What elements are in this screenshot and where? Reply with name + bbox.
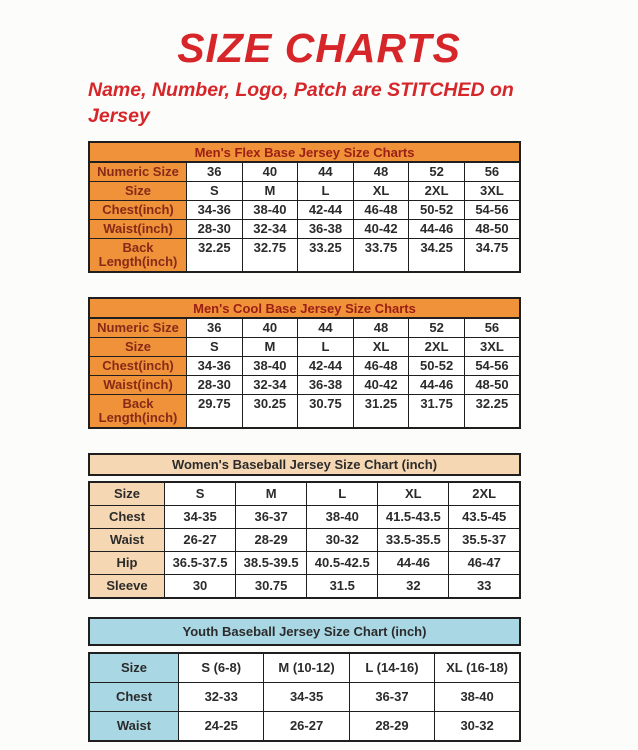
size-value-cell: 48 — [353, 162, 409, 182]
table-row — [89, 181, 520, 200]
size-value-cell: 2XL — [409, 337, 465, 356]
size-value-cell: 38-40 — [435, 682, 520, 711]
size-value-cell: 31.75 — [409, 394, 465, 428]
size-value-cell: 48 — [353, 318, 409, 338]
size-value-cell: 28-30 — [187, 375, 243, 394]
size-value-cell: 28-29 — [236, 528, 307, 551]
row-label: Size — [89, 653, 179, 683]
row-label: Numeric Size — [89, 318, 187, 338]
row-label: Waist — [89, 528, 165, 551]
size-value-cell: 48-50 — [464, 375, 520, 394]
size-value-cell: 36.5-37.5 — [165, 551, 236, 574]
size-value-cell: 34.25 — [409, 238, 465, 272]
size-value-cell: 40.5-42.5 — [307, 551, 378, 574]
table-title: Youth Baseball Jersey Size Chart (inch) — [88, 617, 521, 646]
size-value-cell: 31.25 — [353, 394, 409, 428]
size-value-cell: M — [242, 337, 298, 356]
size-value-cell: 36-37 — [349, 682, 434, 711]
size-value-cell: 52 — [409, 318, 465, 338]
table-title: Men's Flex Base Jersey Size Charts — [88, 141, 521, 161]
table-row — [89, 219, 520, 238]
row-label: Waist(inch) — [89, 219, 187, 238]
size-value-cell: 30-32 — [307, 528, 378, 551]
size-value-cell: 42-44 — [298, 200, 354, 219]
table-row — [89, 318, 520, 338]
size-value-cell: 30-32 — [435, 711, 520, 741]
size-value-cell: 34-35 — [165, 505, 236, 528]
size-value-cell: 36-38 — [298, 219, 354, 238]
size-value-cell: 2XL — [449, 482, 520, 506]
size-table — [88, 161, 521, 273]
size-value-cell: 34.75 — [464, 238, 520, 272]
table-row — [89, 551, 520, 574]
size-value-cell: 33.75 — [353, 238, 409, 272]
row-label: Waist — [89, 711, 179, 741]
page-subtitle: Name, Number, Logo, Patch are STITCHED on Jersey — [88, 79, 514, 127]
table-row — [89, 682, 520, 711]
size-value-cell: 32.25 — [464, 394, 520, 428]
size-value-cell: 34-36 — [187, 356, 243, 375]
size-value-cell: 44 — [298, 162, 354, 182]
youth-baseball-size-table — [88, 617, 521, 742]
size-value-cell: 52 — [409, 162, 465, 182]
size-value-cell: 48-50 — [464, 219, 520, 238]
size-value-cell: 46-47 — [449, 551, 520, 574]
size-value-cell: XL (16-18) — [435, 653, 520, 683]
row-label: Numeric Size — [89, 162, 187, 182]
table-row — [89, 375, 520, 394]
size-table — [88, 317, 521, 429]
size-value-cell: 32 — [378, 574, 449, 598]
size-value-cell: 56 — [464, 318, 520, 338]
table-row — [89, 394, 520, 428]
size-table — [88, 481, 521, 599]
size-value-cell: 30.75 — [298, 394, 354, 428]
size-value-cell: 38-40 — [307, 505, 378, 528]
row-label: Size — [89, 337, 187, 356]
size-value-cell: L (14-16) — [349, 653, 434, 683]
mens-cool-base-size-table — [88, 297, 521, 429]
size-value-cell: 30.25 — [242, 394, 298, 428]
size-value-cell: 33.25 — [298, 238, 354, 272]
size-value-cell: 24-25 — [179, 711, 264, 741]
size-value-cell: 43.5-45 — [449, 505, 520, 528]
size-value-cell: 36-38 — [298, 375, 354, 394]
size-value-cell: 50-52 — [409, 200, 465, 219]
size-value-cell: 2XL — [409, 181, 465, 200]
size-value-cell: 32-34 — [242, 375, 298, 394]
size-value-cell: S (6-8) — [179, 653, 264, 683]
table-row — [89, 356, 520, 375]
size-value-cell: 44 — [298, 318, 354, 338]
table-row — [89, 711, 520, 741]
row-label: Waist(inch) — [89, 375, 187, 394]
row-label: Chest(inch) — [89, 356, 187, 375]
size-value-cell: 42-44 — [298, 356, 354, 375]
size-value-cell: S — [187, 337, 243, 356]
row-label: Back Length(inch) — [89, 394, 187, 428]
size-value-cell: 26-27 — [165, 528, 236, 551]
table-row — [89, 653, 520, 683]
size-value-cell: 38-40 — [242, 356, 298, 375]
size-value-cell: 26-27 — [264, 711, 349, 741]
size-value-cell: 44-46 — [409, 375, 465, 394]
size-value-cell: 36 — [187, 162, 243, 182]
row-label: Size — [89, 482, 165, 506]
size-value-cell: XL — [353, 181, 409, 200]
size-value-cell: 28-30 — [187, 219, 243, 238]
size-value-cell: M — [236, 482, 307, 506]
size-value-cell: 30 — [165, 574, 236, 598]
size-value-cell: 30.75 — [236, 574, 307, 598]
size-value-cell: 35.5-37 — [449, 528, 520, 551]
womens-baseball-size-table — [88, 453, 521, 599]
size-value-cell: 31.5 — [307, 574, 378, 598]
size-value-cell: 32-33 — [179, 682, 264, 711]
size-value-cell: S — [187, 181, 243, 200]
size-value-cell: 54-56 — [464, 200, 520, 219]
table-row — [89, 238, 520, 272]
size-value-cell: XL — [378, 482, 449, 506]
size-value-cell: S — [165, 482, 236, 506]
row-label: Chest — [89, 505, 165, 528]
size-value-cell: 33.5-35.5 — [378, 528, 449, 551]
size-value-cell: 40-42 — [353, 375, 409, 394]
table-title: Women's Baseball Jersey Size Chart (inch) — [88, 453, 521, 476]
size-value-cell: L — [307, 482, 378, 506]
row-label: Back Length(inch) — [89, 238, 187, 272]
size-value-cell: M — [242, 181, 298, 200]
row-label: Size — [89, 181, 187, 200]
size-value-cell: 38-40 — [242, 200, 298, 219]
size-value-cell: 40 — [242, 318, 298, 338]
size-value-cell: 54-56 — [464, 356, 520, 375]
size-value-cell: L — [298, 337, 354, 356]
page-title: SIZE CHARTS — [177, 25, 461, 71]
size-value-cell: 36 — [187, 318, 243, 338]
size-value-cell: 46-48 — [353, 200, 409, 219]
size-value-cell: 32.25 — [187, 238, 243, 272]
size-value-cell: 41.5-43.5 — [378, 505, 449, 528]
size-table — [88, 652, 521, 742]
size-value-cell: 44-46 — [378, 551, 449, 574]
mens-flex-base-size-table — [88, 141, 521, 273]
size-value-cell: XL — [353, 337, 409, 356]
size-value-cell: 33 — [449, 574, 520, 598]
table-row — [89, 482, 520, 506]
size-value-cell: 3XL — [464, 337, 520, 356]
table-title: Men's Cool Base Jersey Size Charts — [88, 297, 521, 317]
size-value-cell: L — [298, 181, 354, 200]
size-value-cell: 36-37 — [236, 505, 307, 528]
size-value-cell: 46-48 — [353, 356, 409, 375]
row-label: Chest(inch) — [89, 200, 187, 219]
size-value-cell: 32.75 — [242, 238, 298, 272]
size-value-cell: 38.5-39.5 — [236, 551, 307, 574]
size-value-cell: 34-35 — [264, 682, 349, 711]
size-value-cell: 34-36 — [187, 200, 243, 219]
size-value-cell: 40 — [242, 162, 298, 182]
table-row — [89, 505, 520, 528]
size-value-cell: 50-52 — [409, 356, 465, 375]
table-row — [89, 162, 520, 182]
table-row — [89, 337, 520, 356]
table-row — [89, 574, 520, 598]
row-label: Hip — [89, 551, 165, 574]
size-value-cell: M (10-12) — [264, 653, 349, 683]
size-value-cell: 56 — [464, 162, 520, 182]
row-label: Sleeve — [89, 574, 165, 598]
size-value-cell: 28-29 — [349, 711, 434, 741]
table-row — [89, 200, 520, 219]
table-row — [89, 528, 520, 551]
row-label: Chest — [89, 682, 179, 711]
size-value-cell: 32-34 — [242, 219, 298, 238]
size-value-cell: 3XL — [464, 181, 520, 200]
size-value-cell: 29.75 — [187, 394, 243, 428]
size-value-cell: 44-46 — [409, 219, 465, 238]
size-value-cell: 40-42 — [353, 219, 409, 238]
